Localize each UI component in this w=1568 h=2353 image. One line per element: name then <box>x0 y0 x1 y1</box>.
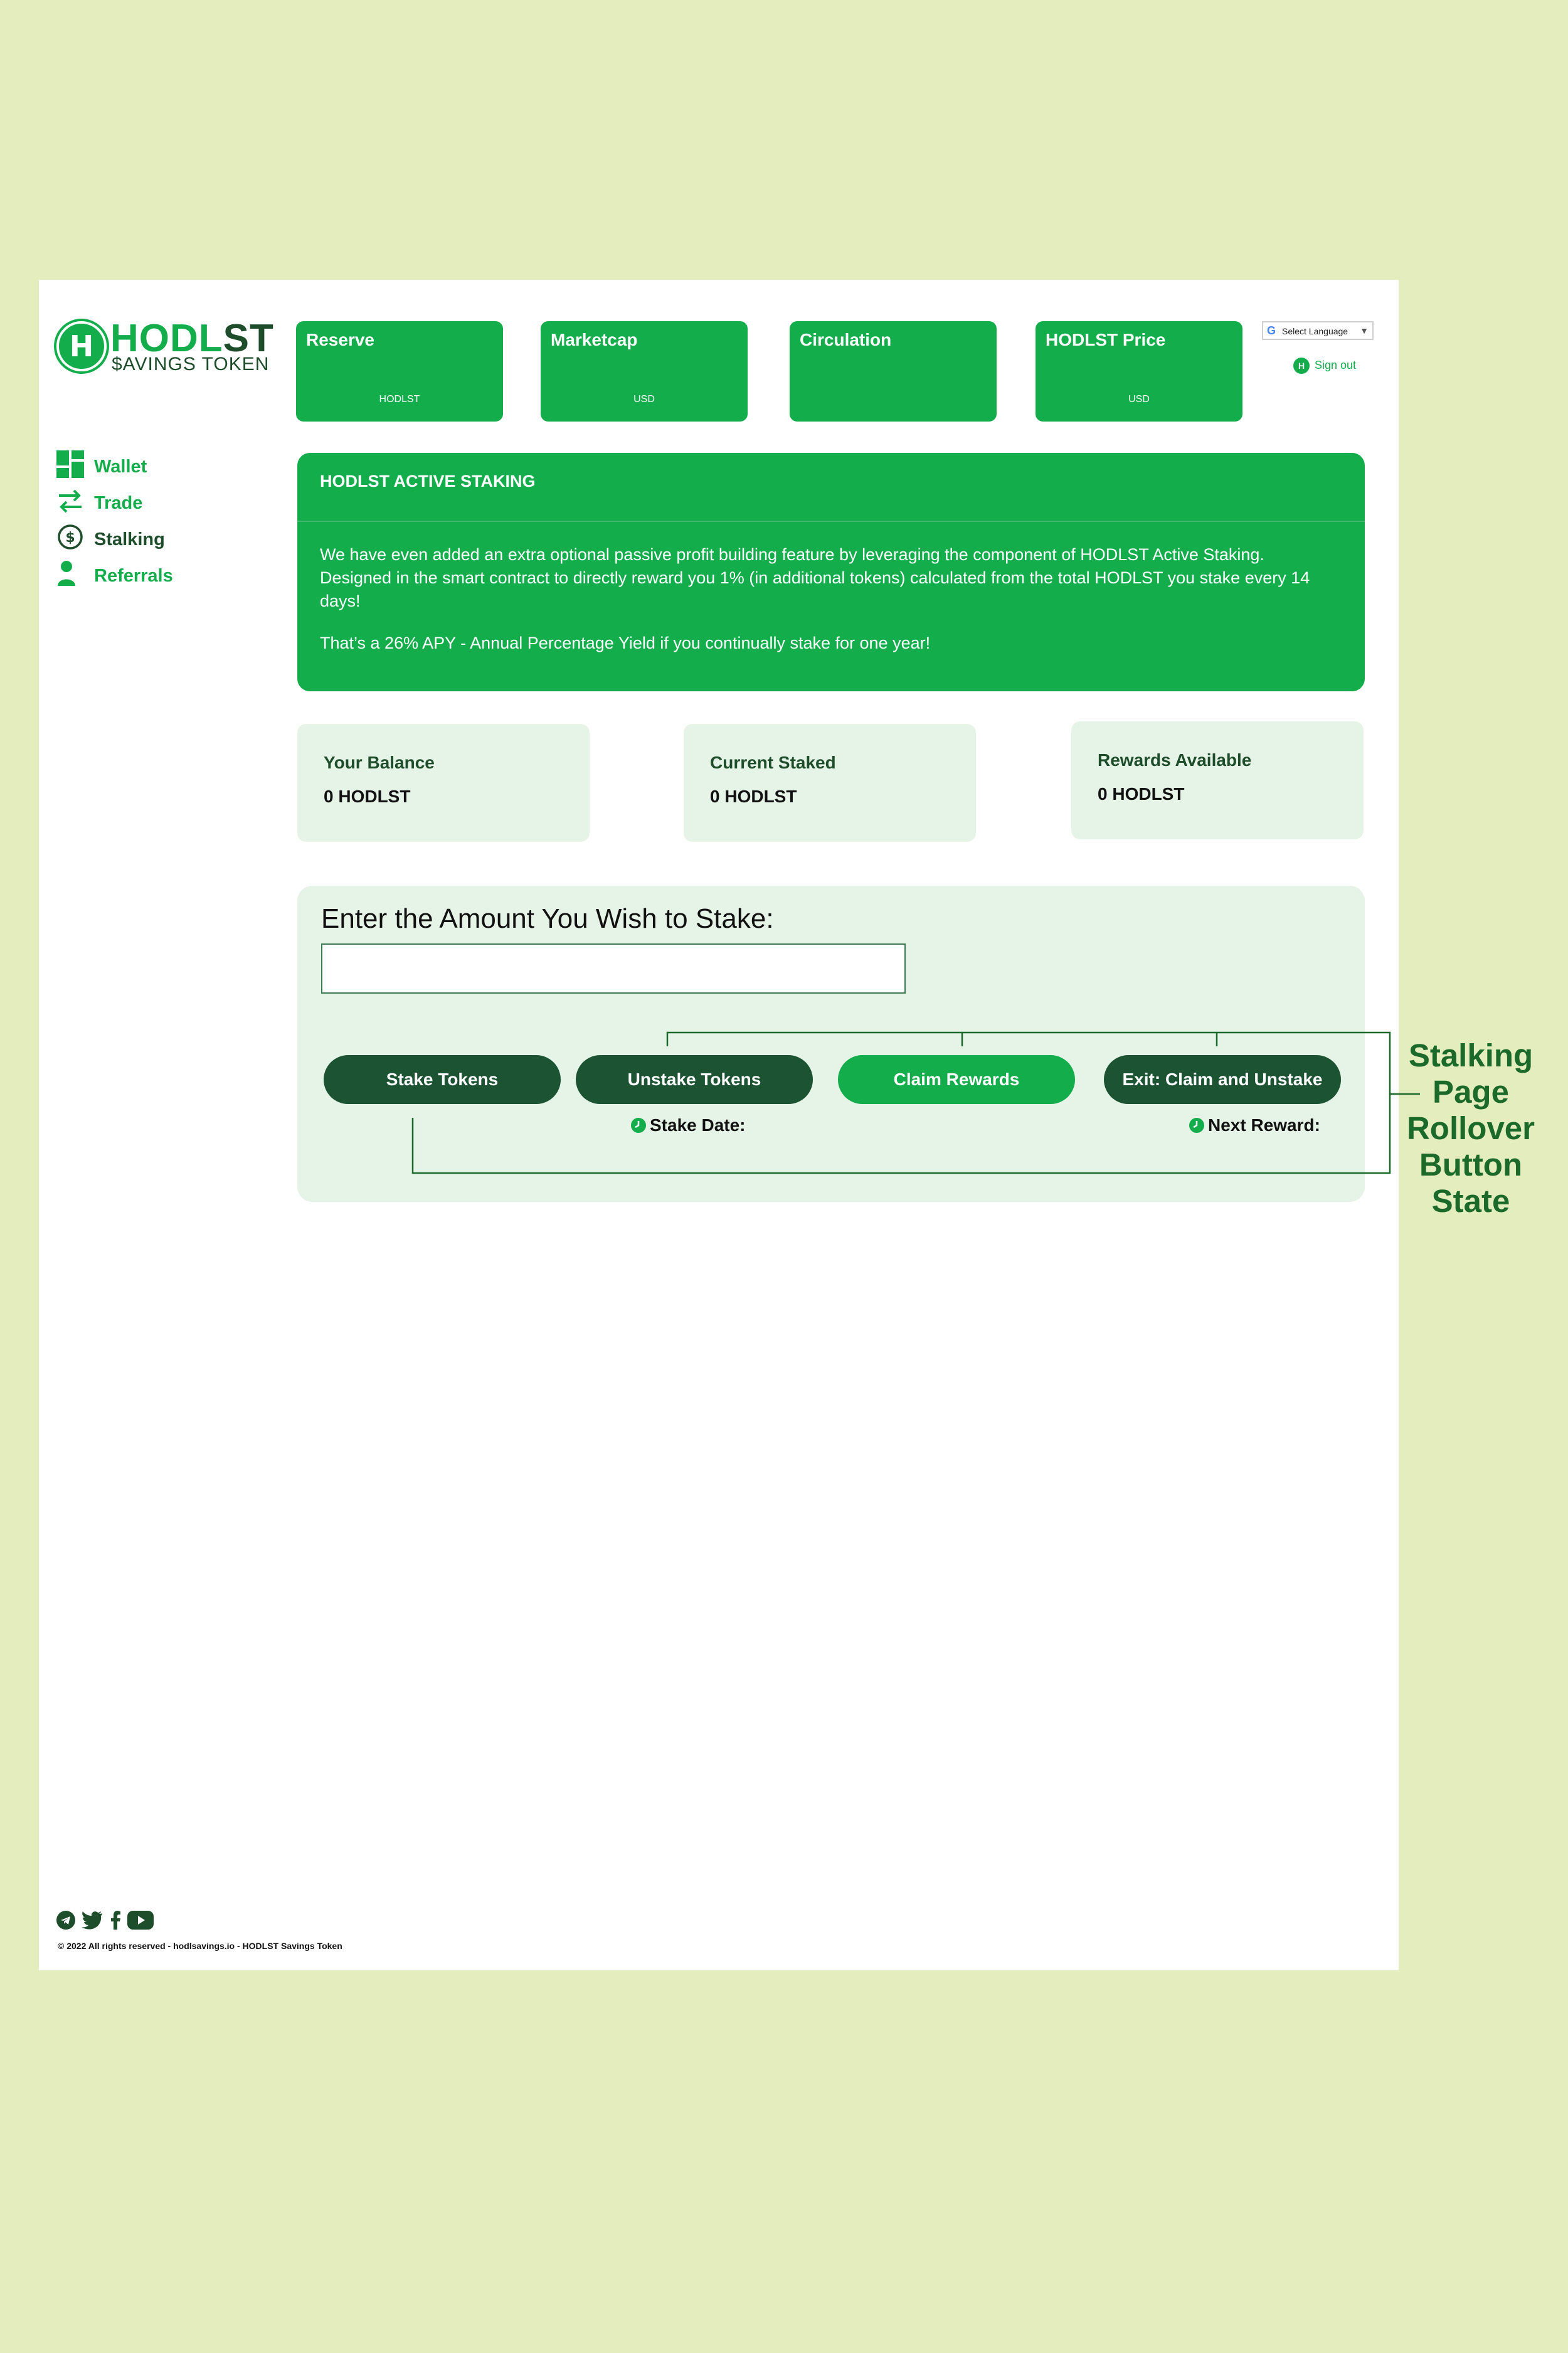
next-reward-label: Next Reward: <box>1208 1115 1320 1135</box>
stat-unit: USD <box>1128 394 1150 405</box>
dropdown-arrow-icon: ▼ <box>1360 326 1369 336</box>
youtube-icon[interactable] <box>127 1911 154 1930</box>
sidebar-item-label: Trade <box>94 493 143 513</box>
facebook-icon[interactable] <box>110 1911 121 1930</box>
annotation-label: Stalking Page Rollover Button State <box>1406 1038 1535 1219</box>
stake-date <box>631 1115 746 1135</box>
sign-out-link[interactable] <box>1293 358 1356 374</box>
stake-amount-prompt: Enter the Amount You Wish to Stake: <box>321 903 774 934</box>
language-select[interactable] <box>1262 321 1374 340</box>
svg-text:$: $ <box>65 530 75 546</box>
active-staking-card <box>297 453 1365 691</box>
logo-title: HODLST <box>110 317 274 360</box>
stat-card-reserve <box>296 321 503 422</box>
balance-label: Rewards Available <box>1098 750 1252 770</box>
stat-label: Circulation <box>800 330 892 349</box>
telegram-icon[interactable] <box>56 1911 75 1930</box>
logo[interactable] <box>56 319 282 381</box>
active-staking-title: HODLST ACTIVE STAKING <box>320 472 536 491</box>
logo-mark-icon: H <box>56 321 107 371</box>
swap-icon <box>56 487 84 514</box>
stat-label: HODLST Price <box>1046 330 1166 349</box>
exit-claim-unstake-button[interactable]: Exit: Claim and Unstake <box>1104 1055 1341 1104</box>
next-reward <box>1189 1115 1320 1135</box>
stake-amount-input[interactable] <box>321 943 906 994</box>
apy-note: That’s a 26% APY - Annual Percentage Yield if you continually stake for one year! <box>320 634 931 652</box>
balance-card-rewards-available <box>1071 721 1364 839</box>
stake-tokens-button[interactable]: Stake Tokens <box>324 1055 561 1104</box>
clock-icon <box>1189 1118 1204 1133</box>
twitter-icon[interactable] <box>82 1911 103 1930</box>
balance-card-current-staked <box>684 724 976 842</box>
balance-label: Your Balance <box>324 753 435 772</box>
balance-value: 0 HODLST <box>1098 784 1185 804</box>
stat-unit: USD <box>633 394 655 405</box>
stake-date-label: Stake Date: <box>650 1115 746 1135</box>
app-page <box>39 280 1399 1970</box>
unstake-tokens-button[interactable]: Unstake Tokens <box>576 1055 813 1104</box>
copyright: © 2022 All rights reserved - hodlsavings.io - HODLST Savings Token <box>58 1941 342 1951</box>
language-select-label: Select Language <box>1282 326 1348 336</box>
person-icon <box>56 560 84 587</box>
balance-label: Current Staked <box>710 753 836 772</box>
dollar-coin-icon <box>56 523 84 551</box>
balance-card-your-balance <box>297 724 590 842</box>
sidebar-item-label: Stalking <box>94 529 165 550</box>
stake-panel <box>297 886 1365 1202</box>
stat-unit: HODLST <box>379 394 420 405</box>
logo-tagline: $AVINGS TOKEN <box>112 354 270 374</box>
divider <box>297 521 1365 522</box>
stat-label: Reserve <box>306 330 374 349</box>
sidebar-item-label: Wallet <box>94 457 147 477</box>
logo-small-icon: H <box>1293 358 1310 374</box>
dashboard-icon <box>56 450 84 478</box>
claim-rewards-button[interactable]: Claim Rewards <box>838 1055 1075 1104</box>
active-staking-description: We have even added an extra optional passive profit building feature by leveraging the component of HODLST Active Staking. Designed in the smart contract to directly reward you 1% (in additional tokens) calculated from the total HODLST you stake every 14 days! <box>320 545 1310 610</box>
stat-card-circulation <box>790 321 997 422</box>
balance-value: 0 HODLST <box>324 787 411 806</box>
social-links <box>56 1911 157 1933</box>
balance-value: 0 HODLST <box>710 787 797 806</box>
sidebar-item-label: Referrals <box>94 566 173 586</box>
stat-label: Marketcap <box>551 330 638 349</box>
sign-out-label: Sign out <box>1315 358 1357 371</box>
google-icon: G <box>1267 324 1276 337</box>
stat-card-marketcap <box>541 321 748 422</box>
clock-icon <box>631 1118 646 1133</box>
stat-card-price <box>1036 321 1242 422</box>
